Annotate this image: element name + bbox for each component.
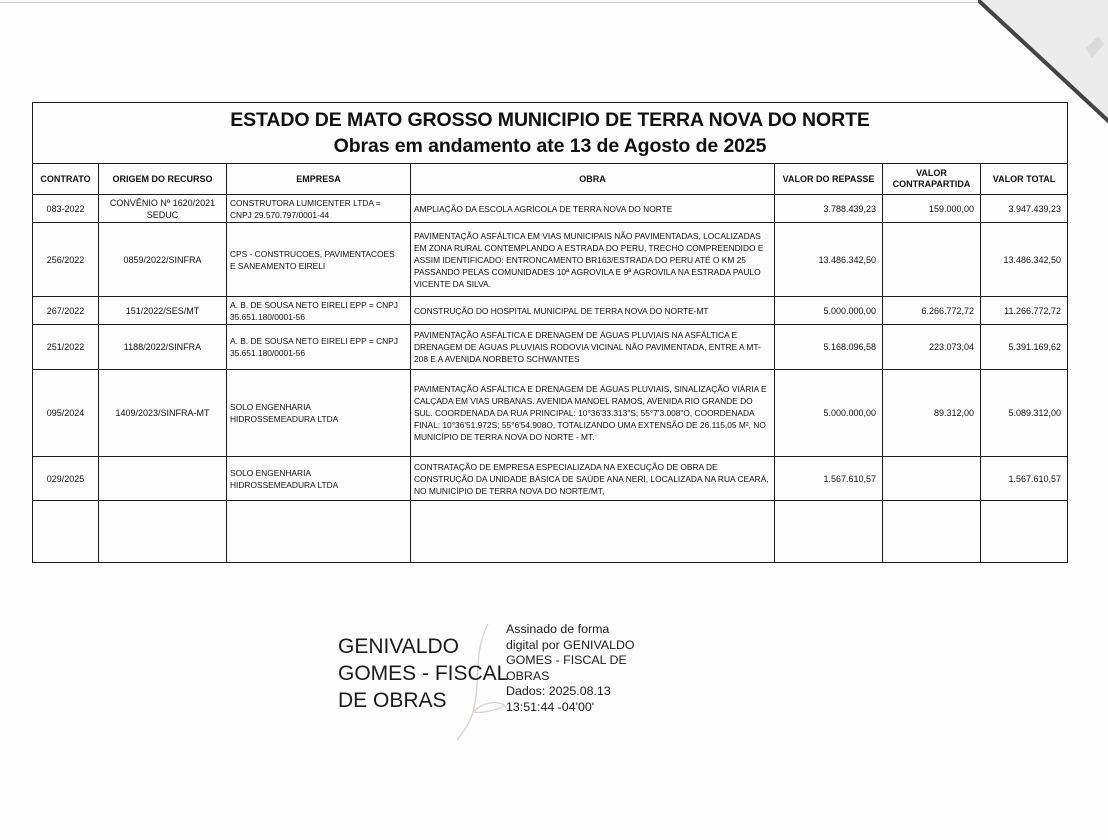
cell-contrato: 083-2022 bbox=[33, 195, 99, 223]
document-subtitle: Obras em andamento ate 13 de Agosto de 2025 bbox=[333, 135, 767, 157]
cell-contrato: 256/2022 bbox=[33, 223, 99, 297]
empresa-line1: SOLO ENGENHARIA bbox=[230, 402, 311, 412]
table-row bbox=[33, 325, 1068, 370]
origem-line1: 0859/2022/SINFRA bbox=[123, 254, 202, 265]
empty-cell bbox=[33, 501, 99, 563]
empty-cell bbox=[227, 501, 411, 563]
empresa-line1: A. B. DE SOUSA NETO EIRELI EPP = CNPJ bbox=[230, 299, 398, 310]
cell-repasse: 5.000.000,00 bbox=[775, 370, 883, 457]
cell-empresa bbox=[227, 325, 411, 370]
cell-contrapartida: 89.312,00 bbox=[883, 370, 981, 457]
cell-obra: PAVIMENTAÇÃO ASFÁLTICA EM VIAS MUNICIPAIS NÃO PAVIMENTADAS, LOCALIZADAS EM ZONA RURAL CONTEMPLANDO A ESTRADA DO PERU, TRECHO COMPREENDIDO E ASSIM IDENTIFICADO: ENTRONCAMENTO BR163/ESTRADA DO PERU ATÉ O KM 25 PASSANDO PELAS COMUNIDADES 10ª AGROVILA E 9ª AGROVILA NA ESTRADA PAULO VICENTE DA SILVA. bbox=[411, 223, 775, 297]
cell-origem bbox=[99, 325, 227, 370]
empresa-line1: A. B. DE SOUSA NETO EIRELI EPP = CNPJ bbox=[230, 336, 398, 346]
signer-name bbox=[338, 633, 508, 714]
empresa-line1: CONSTRUTORA LUMICENTER LTDA = bbox=[230, 197, 381, 208]
cell-contrato: 029/2025 bbox=[33, 457, 99, 501]
origem-line1: 1409/2023/SINFRA-MT bbox=[115, 408, 210, 418]
cell-total: 1.567.610,57 bbox=[981, 457, 1068, 501]
cell-empresa bbox=[227, 370, 411, 457]
cell-total: 13.486.342,50 bbox=[981, 223, 1068, 297]
empty-cell bbox=[775, 501, 883, 563]
title-cell bbox=[33, 103, 1068, 164]
empty-cell bbox=[99, 501, 227, 563]
empresa-line1: CPS - CONSTRUCOES, PAVIMENTACOES bbox=[230, 248, 395, 259]
empresa-line2: HIDROSSEMEADURA LTDA bbox=[230, 414, 339, 424]
cell-repasse: 13.486.342,50 bbox=[775, 223, 883, 297]
empresa-line2: 35.651.180/0001-56 bbox=[230, 348, 305, 358]
scan-top-edge bbox=[0, 2, 1108, 3]
header-contrapartida bbox=[883, 164, 981, 195]
cell-contrato: 095/2024 bbox=[33, 370, 99, 457]
digital-signature bbox=[338, 622, 678, 752]
signer-name-line: GOMES - FISCAL bbox=[338, 662, 509, 685]
cell-origem bbox=[99, 223, 227, 297]
empty-cell bbox=[883, 501, 981, 563]
cell-repasse: 5.168.096,58 bbox=[775, 325, 883, 370]
header-obra: OBRA bbox=[411, 164, 775, 195]
table-row bbox=[33, 457, 1068, 501]
header-total: VALOR TOTAL bbox=[981, 164, 1068, 195]
cell-obra: AMPLIAÇÃO DA ESCOLA AGRÍCOLA DE TERRA NOVA DO NORTE bbox=[411, 195, 775, 223]
cell-origem bbox=[99, 370, 227, 457]
signature-detail-line: 13:51:44 -04'00' bbox=[506, 699, 595, 714]
signature-detail-line: OBRAS bbox=[506, 668, 550, 683]
cell-contrato: 251/2022 bbox=[33, 325, 99, 370]
works-table bbox=[32, 102, 1068, 563]
document-title: ESTADO DE MATO GROSSO MUNICIPIO DE TERRA NOVA DO NORTE bbox=[230, 109, 870, 131]
header-contrapartida-line1: VALOR bbox=[916, 168, 947, 178]
cell-origem bbox=[99, 297, 227, 325]
empresa-line2: E SANEAMENTO EIRELI bbox=[230, 260, 326, 271]
cell-repasse: 3.788.439,23 bbox=[775, 195, 883, 223]
cell-empresa bbox=[227, 195, 411, 223]
header-row bbox=[33, 164, 1068, 195]
header-contrapartida-line2: CONTRAPARTIDA bbox=[892, 179, 971, 189]
cell-total: 5.089.312,00 bbox=[981, 370, 1068, 457]
cell-contrapartida: 159.000,00 bbox=[883, 195, 981, 223]
empty-cell bbox=[411, 501, 775, 563]
origem-line1: CONVÊNIO Nº 1620/2021 bbox=[109, 197, 216, 208]
table-row bbox=[33, 195, 1068, 223]
origem-line2: SEDUC bbox=[146, 209, 179, 220]
table-row bbox=[33, 370, 1068, 457]
cell-obra: CONSTRUÇÃO DO HOSPITAL MUNICIPAL DE TERRA NOVA DO NORTE-MT bbox=[411, 297, 775, 325]
cell-origem bbox=[99, 457, 227, 501]
table-row bbox=[33, 297, 1068, 325]
cell-contrapartida bbox=[883, 223, 981, 297]
signer-name-line: DE OBRAS bbox=[338, 689, 447, 712]
header-empresa: EMPRESA bbox=[227, 164, 411, 195]
header-contrato: CONTRATO bbox=[33, 164, 99, 195]
signer-name-line: GENIVALDO bbox=[338, 635, 459, 658]
header-origem: ORIGEM DO RECURSO bbox=[99, 164, 227, 195]
header-repasse: VALOR DO REPASSE bbox=[775, 164, 883, 195]
cell-obra: PAVIMENTAÇÃO ASFÁLTICA E DRENAGEM DE ÁGUAS PLUVIAIS NA ASFÁLTICA E DRENAGEM DE ÁGUAS PLUVIAIS RODOVIA VICINAL NÃO PAVIMENTADA, ENTRE A MT-208 E A AVENIDA NORBETO SCHWANTES bbox=[411, 325, 775, 370]
cell-contrato: 267/2022 bbox=[33, 297, 99, 325]
cell-total: 11.266.772,72 bbox=[981, 297, 1068, 325]
signature-detail-line: digital por GENIVALDO bbox=[506, 637, 635, 652]
empresa-line2: 35.651.180/0001-56 bbox=[230, 311, 305, 322]
empresa-line1: SOLO ENGENHARIA bbox=[230, 467, 311, 478]
cell-total: 3.947.439,23 bbox=[981, 195, 1068, 223]
cell-origem bbox=[99, 195, 227, 223]
cell-empresa bbox=[227, 223, 411, 297]
cell-contrapartida: 223.073,04 bbox=[883, 325, 981, 370]
cell-empresa bbox=[227, 297, 411, 325]
origem-line1: 151/2022/SES/MT bbox=[125, 305, 200, 316]
signature-detail-line: Dados: 2025.08.13 bbox=[506, 684, 611, 699]
cell-obra: CONTRATAÇÃO DE EMPRESA ESPECIALIZADA NA EXECUÇÃO DE OBRA DE CONSTRUÇÃO DA UNIDADE BÁSICA DE SAÚDE ANA NERI, LOCALIZADA NA RUA CEARÁ, NO MUNICÍPIO DE TERRA NOVA DO NORTE/MT, bbox=[411, 457, 775, 501]
empresa-line2: CNPJ 29.570.797/0001-44 bbox=[230, 209, 330, 220]
cell-repasse: 5.000.000,00 bbox=[775, 297, 883, 325]
cell-total: 5.391.169,62 bbox=[981, 325, 1068, 370]
cell-contrapartida bbox=[883, 457, 981, 501]
empty-table-row bbox=[33, 501, 1068, 563]
cell-contrapartida: 6.266.772,72 bbox=[883, 297, 981, 325]
signature-detail-line: Assinado de forma bbox=[506, 622, 610, 636]
signature-detail-line: GOMES - FISCAL DE bbox=[506, 653, 627, 668]
cell-empresa bbox=[227, 457, 411, 501]
empty-cell bbox=[981, 501, 1068, 563]
origem-line1: 1188/2022/SINFRA bbox=[123, 342, 202, 352]
signature-details bbox=[506, 622, 635, 716]
empresa-line2: HIDROSSEMEADURA LTDA bbox=[230, 479, 339, 490]
cell-obra: PAVIMENTAÇÃO ASFÁLTICA E DRENAGEM DE ÁGUAS PLUVIAIS, SINALIZAÇÃO VIÁRIA E CALÇADA EM VIAS URBANAS. AVENIDA MANOEL RAMOS, AVENIDA RIO GRANDE DO SUL. COORDENADA DA RUA PRINCIPAL: 10°36'33.313"S; 55°7'3.008"O, COORDENADA FINAL: 10°36'51.972S; 55°6'54.908O, TOTALIZANDO UMA EXTENSÃO DE 26.115,05 M², NO MUNICÍPIO DE TERRA NOVA DO NORTE - MT. bbox=[411, 370, 775, 457]
title-row bbox=[33, 103, 1068, 164]
cell-repasse: 1.567.610,57 bbox=[775, 457, 883, 501]
table-row bbox=[33, 223, 1068, 297]
